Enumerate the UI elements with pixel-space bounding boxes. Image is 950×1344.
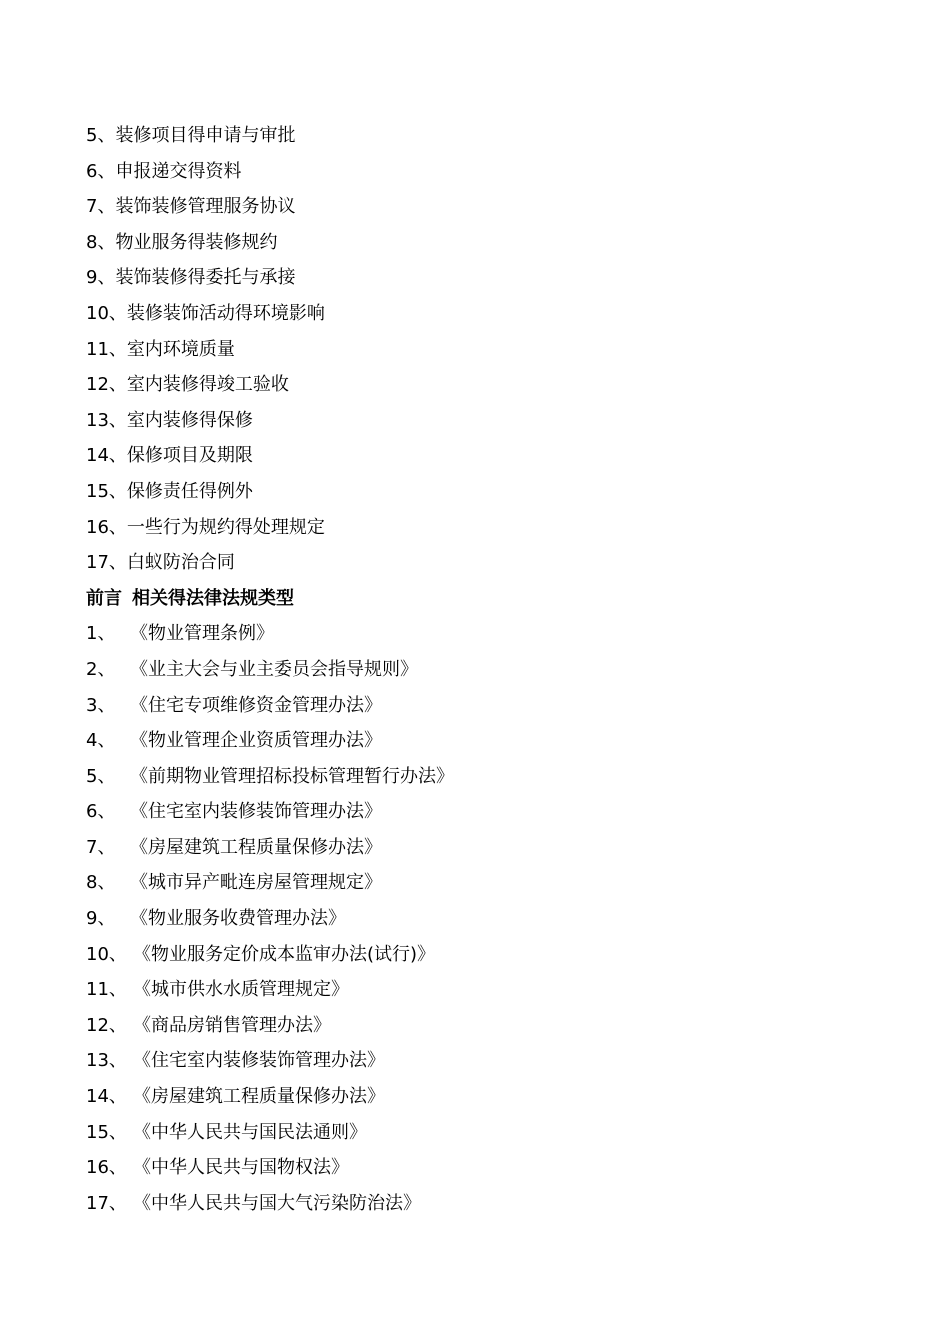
law-title: 《住宅室内装修装饰管理办法》 — [133, 1050, 385, 1072]
law-title: 《房屋建筑工程质量保修办法》 — [130, 836, 382, 858]
law-title: 《物业管理企业资质管理办法》 — [130, 730, 382, 752]
law-list-item — [86, 1150, 454, 1186]
item-text: 室内装修得保修 — [126, 409, 253, 431]
item-text: 装修装饰活动得环境影响 — [126, 302, 325, 324]
item-number: 15、 — [86, 480, 127, 502]
item-number: 8、 — [86, 231, 116, 253]
item-number: 11、 — [86, 979, 127, 1001]
section-heading — [86, 581, 454, 617]
law-list-item — [86, 830, 454, 866]
list-item — [86, 296, 454, 332]
document-body — [86, 118, 454, 1221]
item-number: 11、 — [86, 338, 127, 360]
list-item — [86, 332, 454, 368]
item-text: 保修责任得例外 — [126, 480, 253, 502]
list-item — [86, 545, 454, 581]
law-list-item — [86, 937, 454, 973]
law-title: 《业主大会与业主委员会指导规则》 — [130, 658, 418, 680]
item-number: 9、 — [86, 267, 116, 289]
law-list-item — [86, 652, 454, 688]
list-item — [86, 474, 454, 510]
law-title: 《房屋建筑工程质量保修办法》 — [133, 1086, 385, 1108]
item-number: 7、 — [86, 836, 116, 858]
law-list-item — [86, 1079, 454, 1115]
item-number: 4、 — [86, 730, 116, 752]
list-item — [86, 118, 454, 154]
law-title: 《住宅室内装修装饰管理办法》 — [130, 801, 382, 823]
item-number: 17、 — [86, 1192, 127, 1214]
item-number: 9、 — [86, 908, 116, 930]
item-number: 15、 — [86, 1121, 127, 1143]
item-number: 6、 — [86, 160, 116, 182]
item-number: 10、 — [86, 302, 127, 324]
item-number: 2、 — [86, 658, 116, 680]
item-text: 保修项目及期限 — [126, 445, 253, 467]
item-number: 17、 — [86, 552, 127, 574]
law-title: 《前期物业管理招标投标管理暂行办法》 — [130, 765, 454, 787]
list-item — [86, 189, 454, 225]
law-list-item — [86, 616, 454, 652]
item-number: 5、 — [86, 765, 116, 787]
law-list-item — [86, 901, 454, 937]
item-text: 装修项目得申请与审批 — [115, 125, 296, 146]
item-number: 12、 — [86, 1014, 127, 1036]
list-item — [86, 225, 454, 261]
law-title: 《住宅专项维修资金管理办法》 — [130, 694, 382, 716]
item-number: 7、 — [86, 196, 116, 218]
law-title: 《商品房销售管理办法》 — [133, 1014, 331, 1036]
law-title: 《城市供水水质管理规定》 — [133, 979, 349, 1001]
law-title: 《中华人民共与国民法通则》 — [133, 1121, 367, 1143]
law-list-item — [86, 794, 454, 830]
item-number: 13、 — [86, 409, 127, 431]
item-text: 物业服务得装修规约 — [115, 231, 278, 253]
item-number: 5、 — [86, 125, 116, 146]
law-list-item — [86, 1008, 454, 1044]
law-title: 《中华人民共与国大气污染防治法》 — [133, 1192, 421, 1214]
item-number: 6、 — [86, 801, 116, 823]
item-number: 16、 — [86, 1157, 127, 1179]
law-list-item — [86, 723, 454, 759]
heading-title: 相关得法律法规类型 — [132, 587, 294, 609]
item-text: 白蚁防治合同 — [126, 552, 235, 574]
list-item — [86, 260, 454, 296]
list-item — [86, 510, 454, 546]
law-title: 《物业服务收费管理办法》 — [130, 908, 346, 930]
item-number: 12、 — [86, 374, 127, 396]
item-text: 装饰装修管理服务协议 — [115, 196, 296, 218]
item-number: 1、 — [86, 623, 116, 645]
law-list-item — [86, 759, 454, 795]
item-text: 室内环境质量 — [126, 338, 235, 360]
list-item — [86, 367, 454, 403]
law-list-item — [86, 688, 454, 724]
item-text: 装饰装修得委托与承接 — [115, 267, 296, 289]
law-list-item — [86, 1043, 454, 1079]
law-list-item — [86, 1115, 454, 1151]
list-item — [86, 438, 454, 474]
item-text: 室内装修得竣工验收 — [126, 374, 289, 396]
law-title: 《中华人民共与国物权法》 — [133, 1157, 349, 1179]
item-text: 申报递交得资料 — [115, 160, 242, 182]
law-list-item — [86, 865, 454, 901]
item-number: 3、 — [86, 694, 116, 716]
list-item — [86, 403, 454, 439]
list-item — [86, 154, 454, 190]
item-number: 14、 — [86, 445, 127, 467]
law-list-item — [86, 972, 454, 1008]
item-number: 14、 — [86, 1086, 127, 1108]
item-number: 10、 — [86, 943, 127, 965]
law-title: 《城市异产毗连房屋管理规定》 — [130, 872, 382, 894]
law-list-item — [86, 1186, 454, 1222]
law-title: 《物业服务定价成本监审办法(试行)》 — [133, 943, 436, 965]
item-number: 8、 — [86, 872, 116, 894]
item-number: 16、 — [86, 516, 127, 538]
law-title: 《物业管理条例》 — [130, 623, 274, 645]
item-number: 13、 — [86, 1050, 127, 1072]
item-text: 一些行为规约得处理规定 — [126, 516, 325, 538]
heading-prefix: 前言 — [86, 587, 122, 609]
